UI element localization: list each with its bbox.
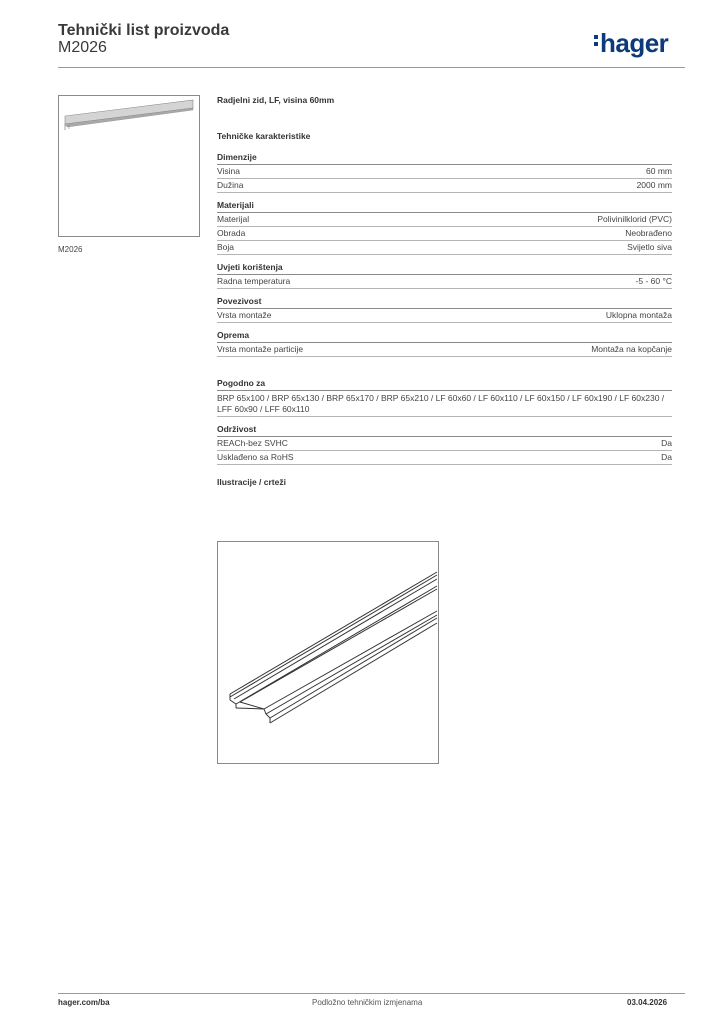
header-divider — [58, 67, 685, 68]
spec-content — [217, 95, 672, 487]
logo-text: hager — [600, 28, 669, 58]
spec-row — [217, 275, 672, 289]
spec-value: -5 - 60 °C — [635, 276, 672, 286]
spec-label: REACh-bez SVHC — [217, 438, 288, 448]
product-code: M2026 — [58, 39, 107, 56]
spec-row — [217, 179, 672, 193]
spec-label: Vrsta montaže particije — [217, 344, 304, 354]
group-title: Uvjeti korištenja — [217, 262, 672, 275]
group-title: Materijali — [217, 200, 672, 213]
spec-label: Radna temperatura — [217, 276, 291, 286]
spec-row — [217, 451, 672, 465]
footer-date: 03.04.2026 — [627, 998, 668, 1007]
group-title: Održivost — [217, 424, 672, 437]
spec-value: Svijetlo siva — [627, 242, 672, 252]
group-suitable-for — [217, 378, 672, 417]
spec-row — [217, 227, 672, 241]
spec-row — [217, 241, 672, 255]
logo-dots-icon — [594, 35, 598, 49]
spec-value: Da — [661, 438, 672, 448]
spec-row — [217, 213, 672, 227]
product-thumbnail — [58, 95, 200, 237]
footer-divider — [58, 993, 685, 994]
spec-label: Boja — [217, 242, 235, 252]
group-sustainability — [217, 424, 672, 465]
illustrations-title: Ilustracije / crteži — [217, 477, 286, 487]
group-dimensions — [217, 152, 672, 193]
spec-value: Neobrađeno — [625, 228, 672, 238]
spec-value: Uklopna montaža — [605, 310, 672, 320]
footer-website-link[interactable]: hager.com/ba — [58, 998, 110, 1007]
rail-drawing-icon — [218, 542, 438, 763]
spec-row — [217, 437, 672, 451]
tech-characteristics-title: Tehničke karakteristike — [217, 131, 311, 141]
spec-row — [217, 165, 672, 179]
spec-row — [217, 309, 672, 323]
spec-label: Dužina — [217, 180, 244, 190]
hager-logo[interactable] — [594, 28, 668, 59]
spec-value: 2000 mm — [636, 180, 672, 190]
spec-value: Montaža na kopčanje — [591, 344, 672, 354]
group-title: Povezivost — [217, 296, 672, 309]
rail-thumbnail-icon — [59, 96, 199, 236]
group-title: Dimenzije — [217, 152, 672, 165]
product-name: Radjelni zid, LF, visina 60mm — [217, 95, 335, 105]
spec-label: Visina — [217, 166, 240, 176]
page-title: Tehnički list proizvoda — [58, 22, 230, 39]
group-conditions — [217, 262, 672, 289]
footer-note: Podložno tehničkim izmjenama — [312, 998, 423, 1007]
group-equipment — [217, 330, 672, 357]
spec-row — [217, 343, 672, 357]
spec-value: 60 mm — [646, 166, 672, 176]
suitable-for-text: BRP 65x100 / BRP 65x130 / BRP 65x170 / BRP 65x210 / LF 60x60 / LF 60x110 / LF 60x150 / LF 60x190 / LF 60x230 / LFF 60x90 / LFF 60x110 — [217, 391, 672, 417]
spec-label: Obrada — [217, 228, 246, 238]
group-materials — [217, 200, 672, 255]
spec-value: Polivinilklorid (PVC) — [597, 214, 672, 224]
group-connectivity — [217, 296, 672, 323]
technical-drawing — [217, 541, 439, 764]
group-title: Oprema — [217, 330, 672, 343]
thumbnail-caption: M2026 — [58, 245, 83, 254]
spec-value: Da — [661, 452, 672, 462]
group-title: Pogodno za — [217, 378, 672, 391]
spec-label: Vrsta montaže — [217, 310, 272, 320]
spec-label: Materijal — [217, 214, 250, 224]
spec-label: Usklađeno sa RoHS — [217, 452, 294, 462]
